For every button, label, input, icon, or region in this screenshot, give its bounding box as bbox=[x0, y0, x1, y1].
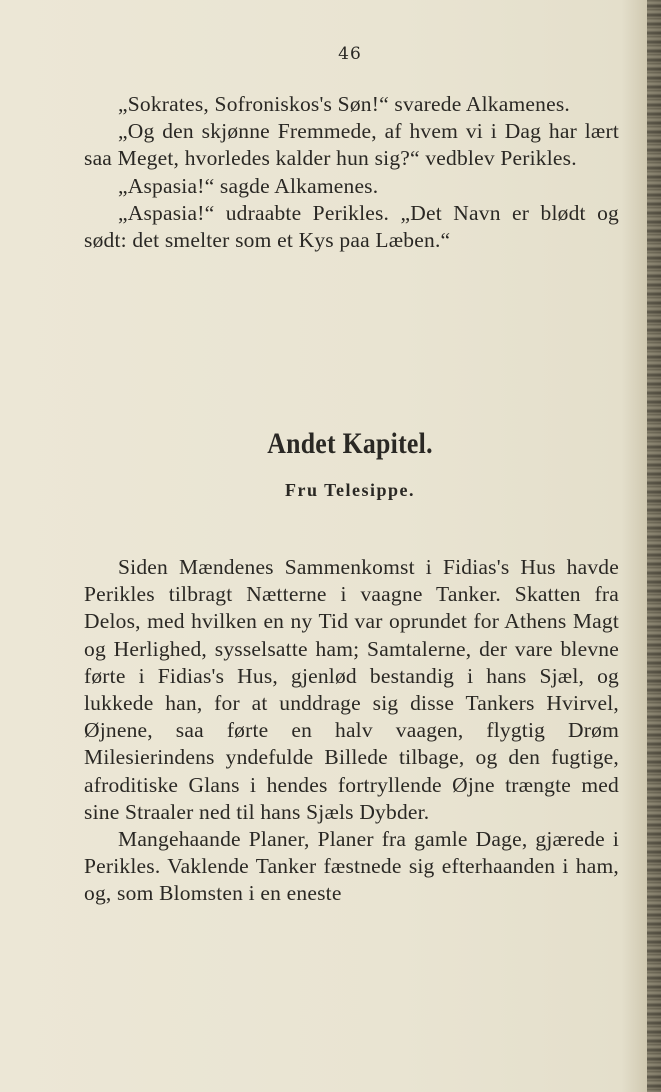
paragraph: Mangehaande Planer, Planer fra gamle Dage, gjærede i Perikles. Vaklende Tanker fæstnede sig efterhaanden i ham, og, som Blomsten i en eneste bbox=[84, 827, 619, 906]
page-edge-shadow bbox=[647, 0, 661, 1092]
chapter-subtitle: Fru Telesippe. bbox=[284, 480, 416, 500]
paragraph: „Aspasia!“ sagde Alkamenes. bbox=[118, 173, 379, 198]
paragraph: „Og den skjønne Fremmede, af hvem vi i Dag har lært saa Meget, hvorledes kalder hun sig?“ vedblev Perikles. bbox=[84, 119, 619, 171]
chapter-title: Andet Kapitel. bbox=[267, 427, 433, 460]
paragraph: Siden Mændenes Sammenkomst i Fidias's Hus havde Perikles tilbragt Nætterne i vaagne Tanker. Skatten fra Delos, med hvilken en ny Tid var oprundet for Athens Magt og Herlighed, sysselsatte ham; Samtalerne, der vare blevne førte i Fidias's Hus, gjenlød bestandig i hans Sjæl, og lukkede han, for at unddrage sig disse Tankers Hvirvel, Øjnene, saa førte en halv vaagen, flygtig Drøm Milesierindens yndefulde Billede tilbage, og den fugtige, afroditiske Glans i hendes fortryllende Øjne trængte med sine Straaler ned til hans Sjæls Dybder. bbox=[84, 555, 619, 824]
dialogue-block bbox=[84, 91, 619, 254]
page-number: 46 bbox=[338, 44, 362, 64]
paragraph: „Sokrates, Sofroniskos's Søn!“ svarede Alkamenes. bbox=[118, 92, 570, 116]
chapter-body bbox=[84, 554, 619, 908]
paragraph: „Aspasia!“ udraabte Perikles. „Det Navn er blødt og sødt: det smelter som et Kys paa Læben.“ bbox=[84, 200, 619, 253]
